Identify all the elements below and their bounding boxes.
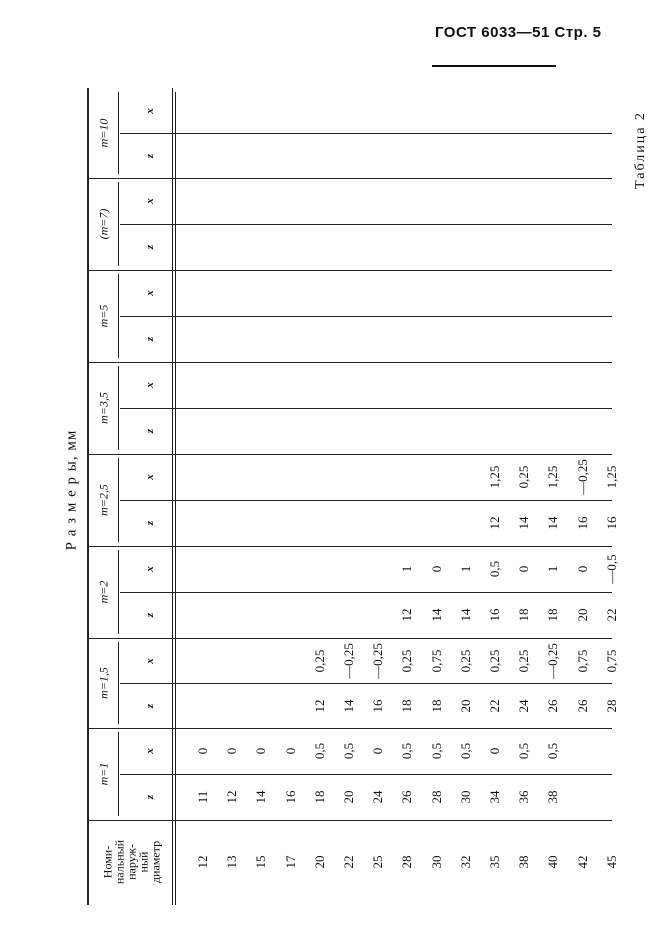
z-value: 18 — [428, 699, 444, 712]
x-value: 0,25 — [516, 649, 532, 672]
z-value: 18 — [516, 608, 532, 622]
subcolumn-divider — [120, 592, 612, 593]
z-value: 26 — [574, 699, 590, 712]
x-value: 0,5 — [457, 742, 473, 760]
z-value: 18 — [311, 790, 327, 804]
z-value: 11 — [195, 790, 210, 804]
diameter-value: 17 — [282, 855, 298, 869]
diameter-value: 32 — [457, 855, 473, 869]
diameter-header-label: Номи- — [100, 845, 115, 879]
header-double-line — [175, 92, 176, 905]
z-value: 26 — [545, 699, 561, 712]
x-value: 0,25 — [457, 649, 473, 672]
diameter-value: 42 — [574, 855, 590, 869]
x-value: 0,5 — [311, 742, 327, 760]
group-header-divider — [118, 92, 119, 174]
x-value: 0,25 — [487, 649, 502, 672]
z-value: 30 — [457, 790, 473, 804]
z-value: 12 — [224, 790, 240, 804]
x-column-label: x — [144, 107, 156, 114]
x-value: 0,25 — [399, 649, 415, 672]
diameter-value: 28 — [399, 855, 415, 869]
z-value: 38 — [545, 790, 561, 804]
diameter-value: 13 — [224, 855, 240, 869]
z-value: 24 — [370, 790, 386, 804]
x-value: —0,25 — [574, 459, 590, 495]
subcolumn-divider — [120, 774, 612, 775]
group-divider — [88, 454, 612, 455]
x-value: 0,5 — [516, 742, 532, 760]
diameter-value: 38 — [516, 855, 532, 869]
z-value: 14 — [253, 790, 269, 804]
z-value: 12 — [311, 699, 327, 712]
z-value: 14 — [341, 699, 356, 712]
z-column-label: z — [144, 794, 156, 800]
x-value: 0,25 — [311, 649, 327, 672]
x-value: —0,25 — [341, 642, 356, 679]
x-column-label: x — [144, 566, 156, 572]
group-divider — [88, 546, 612, 547]
x-value: 0,5 — [487, 560, 502, 578]
z-value: 16 — [487, 608, 502, 622]
header-rule — [432, 65, 556, 67]
x-value: 0 — [224, 747, 240, 755]
x-value: 0,5 — [399, 742, 415, 760]
subcolumn-divider — [120, 500, 612, 501]
z-value: 28 — [603, 699, 619, 712]
z-value: 20 — [341, 790, 356, 804]
x-value: 0 — [428, 565, 444, 573]
z-column-label: z — [144, 612, 156, 618]
z-value: 36 — [516, 790, 532, 804]
group-header-divider — [118, 458, 119, 542]
group-label: (m=7) — [96, 208, 111, 240]
x-value: —0,25 — [370, 642, 386, 679]
z-value: 24 — [516, 699, 532, 712]
x-value: 1 — [545, 565, 561, 573]
z-value: 34 — [487, 790, 502, 804]
x-value: —0,25 — [545, 642, 561, 679]
x-value: 0,75 — [603, 649, 619, 672]
subcolumn-divider — [120, 316, 612, 317]
group-divider — [88, 728, 612, 729]
group-divider — [88, 362, 612, 363]
x-value: 0,5 — [545, 742, 561, 760]
x-column-label: x — [144, 748, 156, 754]
diameter-value: 25 — [370, 855, 386, 869]
diameter-value: 40 — [545, 855, 561, 869]
z-column-label: z — [144, 703, 156, 708]
subcolumn-divider — [120, 224, 612, 225]
x-value: 0,5 — [428, 742, 444, 760]
x-value: 0,25 — [516, 465, 532, 489]
z-value: 12 — [399, 608, 415, 622]
z-value: 16 — [603, 516, 619, 530]
x-value: 0,75 — [428, 649, 444, 672]
diameter-header-label: нальный — [112, 839, 127, 885]
z-column-label: z — [144, 336, 156, 342]
x-value: 0 — [253, 747, 269, 755]
table-left-border — [87, 88, 89, 905]
x-value: 0 — [195, 747, 210, 755]
diameter-header-label: ный — [136, 851, 151, 873]
z-value: 16 — [282, 790, 298, 804]
x-column-label: x — [144, 290, 156, 296]
group-divider — [88, 178, 612, 179]
group-label: m=1,5 — [96, 667, 111, 699]
x-value: 0,75 — [574, 649, 590, 672]
z-value: 20 — [457, 699, 473, 712]
z-value: 14 — [516, 516, 532, 530]
z-value: 12 — [487, 516, 502, 530]
diameter-value: 35 — [487, 855, 502, 869]
z-value: 14 — [428, 608, 444, 622]
group-label: m=2,5 — [96, 484, 111, 516]
diameter-header-label: диаметр — [148, 840, 163, 884]
z-value: 28 — [428, 790, 444, 804]
z-value: 22 — [487, 699, 502, 712]
diameter-value: 45 — [603, 855, 619, 869]
x-value: 1,25 — [487, 465, 502, 489]
z-value: 14 — [457, 608, 473, 622]
x-value: 1,25 — [603, 465, 619, 489]
group-label: m=1 — [96, 762, 111, 786]
units-caption: Р а з м е р ы, мм — [63, 429, 80, 551]
x-value: 0 — [282, 747, 298, 755]
diameter-header-label: наруж- — [124, 844, 139, 880]
x-value: 0 — [487, 747, 502, 755]
x-value: 0,5 — [341, 742, 356, 760]
x-column-label: x — [144, 382, 156, 388]
page-header: ГОСТ 6033—51 Стр. 5 — [435, 24, 602, 41]
group-header-divider — [118, 732, 119, 816]
group-header-divider — [118, 274, 119, 358]
x-column-label: x — [144, 198, 156, 204]
x-column-label: x — [144, 474, 156, 480]
z-value: 18 — [399, 699, 415, 712]
table-label: Таблица 2 — [633, 111, 648, 189]
header-double-line — [172, 88, 173, 905]
x-value: 1,25 — [545, 465, 561, 489]
x-value: 0 — [574, 565, 590, 573]
group-header-divider — [118, 182, 119, 266]
subcolumn-divider — [120, 408, 612, 409]
group-header-divider — [118, 366, 119, 450]
z-value: 18 — [545, 608, 561, 622]
diameter-value: 20 — [311, 855, 327, 869]
z-column-label: z — [144, 244, 156, 250]
diameter-value: 15 — [253, 855, 269, 869]
z-value: 20 — [574, 608, 590, 622]
subcolumn-divider — [120, 133, 612, 134]
group-divider — [88, 270, 612, 271]
z-value: 14 — [545, 516, 561, 530]
x-value: 0 — [516, 565, 532, 573]
diameter-value: 30 — [428, 855, 444, 869]
group-label: m=10 — [96, 118, 111, 148]
z-value: 26 — [399, 790, 415, 804]
z-value: 16 — [370, 699, 386, 712]
x-value: 1 — [399, 565, 415, 573]
group-label: m=3,5 — [96, 392, 111, 424]
x-value: 0 — [370, 747, 386, 755]
z-column-label: z — [144, 520, 156, 526]
group-header-divider — [118, 550, 119, 634]
group-divider — [88, 638, 612, 639]
x-value: —0,5 — [603, 554, 619, 584]
x-value: 1 — [457, 565, 473, 573]
x-column-label: x — [144, 657, 156, 664]
diameter-value: 12 — [195, 855, 210, 869]
z-column-label: z — [144, 428, 156, 434]
subcolumn-divider — [120, 683, 612, 684]
z-value: 16 — [574, 516, 590, 530]
group-header-divider — [118, 642, 119, 724]
z-value: 22 — [603, 608, 619, 622]
group-label: m=2 — [96, 580, 111, 604]
z-column-label: z — [144, 153, 156, 158]
group-label: m=5 — [96, 304, 111, 328]
diameter-value: 22 — [341, 855, 356, 869]
group-divider — [88, 820, 612, 821]
